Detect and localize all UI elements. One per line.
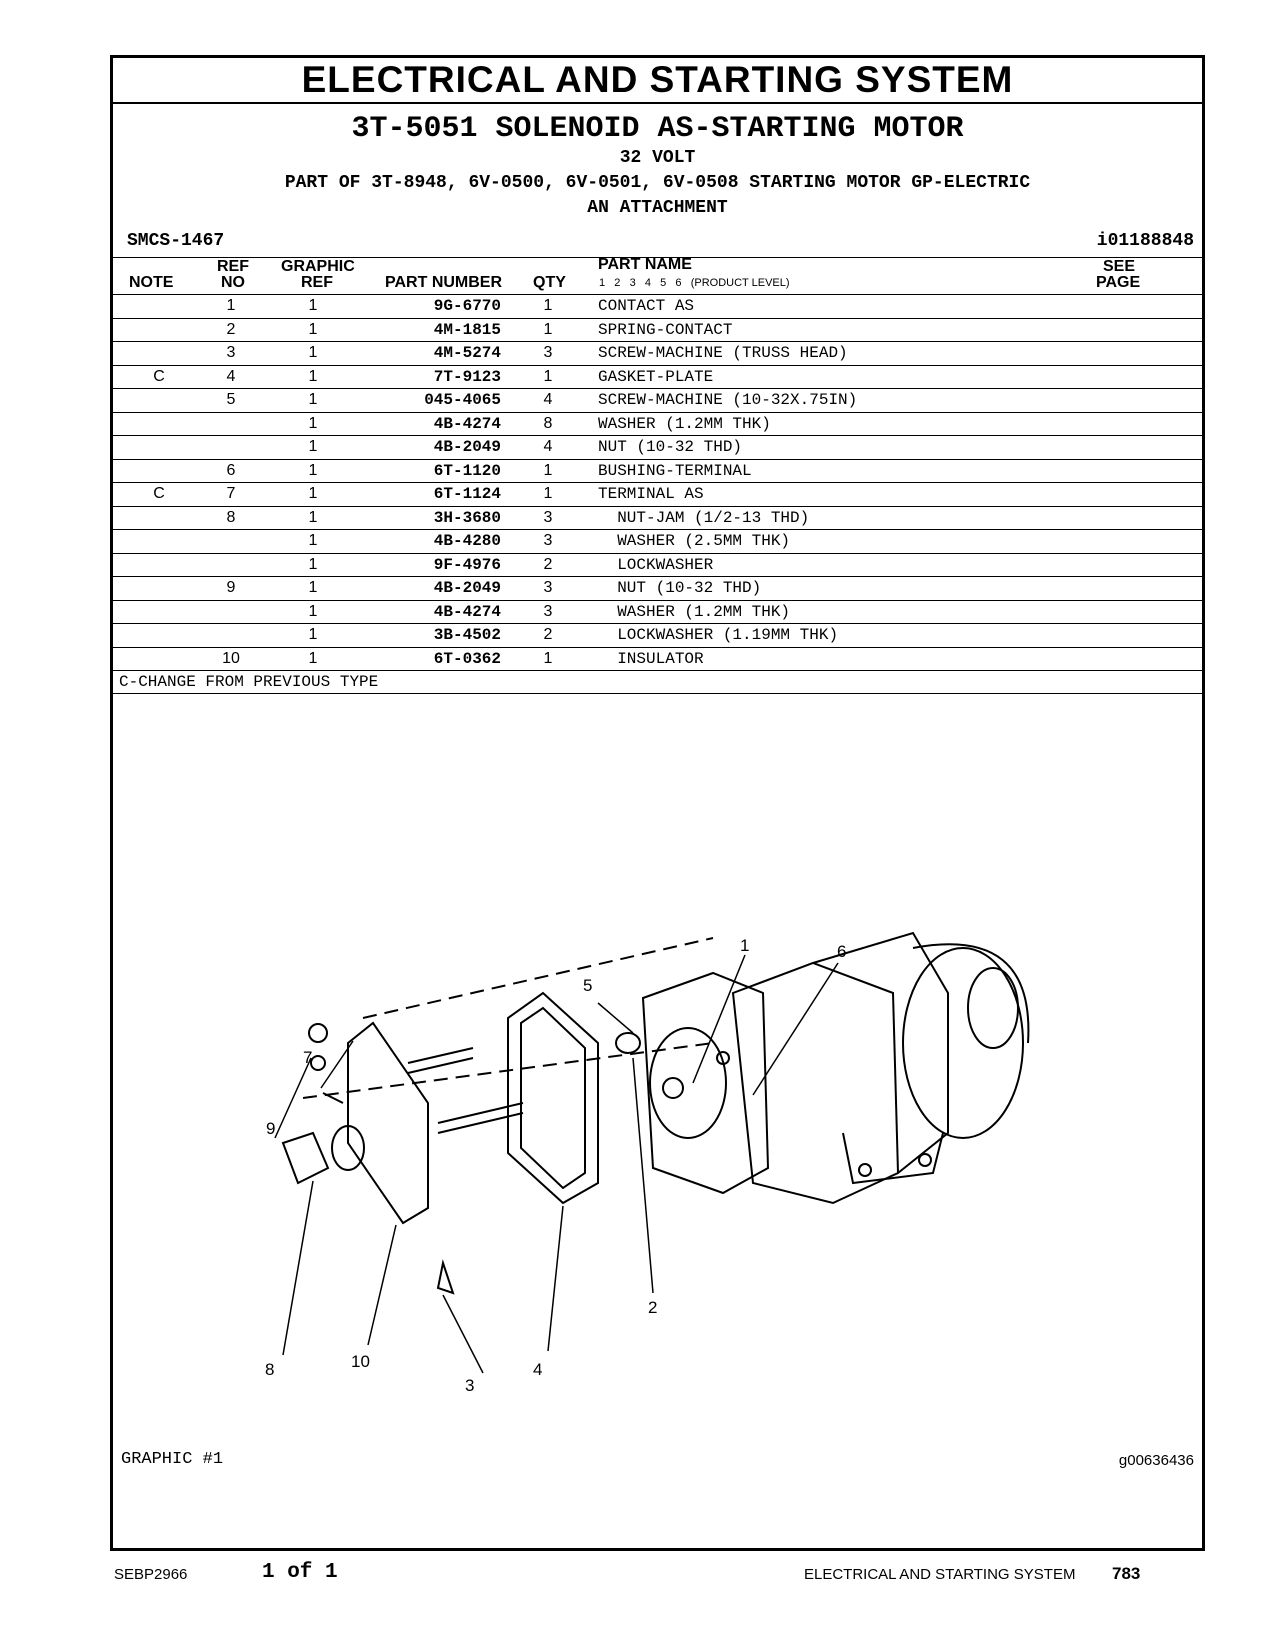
qty-cell: 2 (543, 555, 553, 573)
ref-cell: 8 (226, 508, 236, 526)
part-name-cell: LOCKWASHER (1.19MM THK) (598, 626, 839, 644)
table-row (113, 366, 1202, 390)
leader-3 (443, 1295, 483, 1373)
header-graphic-top: GRAPHIC (281, 258, 355, 275)
cylinder-end-cap (968, 968, 1018, 1048)
header-part-number: PART NUMBER (385, 274, 503, 291)
table-row (113, 413, 1202, 437)
part-number-cell: 4B-4274 (433, 602, 501, 621)
voltage-line: 32 VOLT (619, 148, 696, 168)
footer-page-of: 1 of 1 (262, 1561, 338, 1584)
qty-cell: 2 (543, 626, 553, 643)
graphic-ref-cell: 1 (308, 508, 318, 526)
callout-5: 5 (583, 976, 593, 995)
qty-cell: 1 (543, 649, 553, 667)
graphic-ref-cell: 1 (308, 579, 318, 596)
header-graphic-bottom: REF (301, 274, 333, 291)
footer-section: ELECTRICAL AND STARTING SYSTEM (804, 1566, 1076, 1583)
part-number-cell: 6T-1124 (433, 485, 501, 503)
leader-4 (548, 1206, 563, 1351)
leader-8 (283, 1181, 313, 1355)
nut-upper (309, 1024, 327, 1042)
washer-upper (311, 1056, 325, 1070)
note-cell: C (153, 367, 165, 385)
qty-cell: 1 (543, 297, 553, 314)
part-name-cell: GASKET-PLATE (598, 367, 714, 386)
truss-screw (438, 1263, 453, 1293)
part-name-cell: WASHER (1.2MM THK) (598, 602, 791, 621)
leader-5 (598, 1003, 633, 1033)
centerline-upper (363, 938, 713, 1018)
ref-cell: 9 (226, 579, 236, 596)
part-name-cell: INSULATOR (598, 649, 704, 668)
callout-4: 4 (533, 1360, 543, 1379)
header-note: NOTE (129, 274, 174, 291)
qty-cell: 1 (543, 461, 553, 479)
ref-cell: 7 (226, 485, 236, 502)
bracket-hole-left (859, 1164, 871, 1176)
graphic-ref-cell: 1 (308, 485, 318, 502)
graphic-label: GRAPHIC #1 (121, 1450, 224, 1469)
qty-cell: 4 (543, 438, 553, 455)
part-name-cell: WASHER (1.2MM THK) (598, 414, 771, 433)
part-name-cell: WASHER (2.5MM THK) (598, 532, 791, 550)
qty-cell: 3 (543, 602, 553, 620)
qty-cell: 8 (543, 414, 553, 432)
part-number-cell: 4M-1815 (433, 320, 501, 339)
exploded-view-graphic (113, 663, 1202, 1493)
part-number-cell: 4B-4274 (433, 414, 501, 433)
jam-nut (283, 1133, 328, 1183)
terminal-stud-lower (438, 1103, 523, 1133)
graphic-ref-cell: 1 (308, 602, 318, 620)
qty-cell: 3 (543, 344, 553, 361)
part-name-cell: CONTACT AS (598, 297, 695, 315)
header-product-levels: 1 2 3 4 5 6 (PRODUCT LEVEL) (599, 277, 790, 289)
solenoid-exploded-drawing (113, 663, 1202, 1493)
part-name-cell: BUSHING-TERMINAL (598, 461, 752, 480)
callout-3: 3 (465, 1376, 475, 1395)
part-number-cell: 4B-2049 (433, 579, 501, 597)
callout-8: 8 (265, 1360, 275, 1379)
ref-cell: 5 (226, 391, 236, 408)
callout-7: 7 (303, 1048, 313, 1067)
ref-cell: 1 (226, 297, 236, 314)
table-row (113, 483, 1202, 507)
part-number-cell: 4B-4280 (433, 532, 501, 550)
header-part-name: PART NAME (598, 256, 692, 273)
part-name-cell: LOCKWASHER (598, 555, 714, 574)
parts-table-header (113, 257, 1202, 295)
part-name-cell: NUT (10-32 THD) (598, 579, 762, 597)
leader-1 (693, 955, 745, 1083)
graphic-ref-cell: 1 (308, 391, 318, 408)
part-name-cell: TERMINAL AS (598, 485, 704, 503)
table-row (113, 554, 1202, 578)
qty-cell: 1 (543, 367, 553, 385)
contact-spring (616, 1033, 640, 1053)
callout-1: 1 (740, 936, 750, 955)
part-name-cell: SPRING-CONTACT (598, 320, 733, 339)
header-see-bottom: PAGE (1096, 274, 1141, 291)
assembly-title: 3T-5051 SOLENOID AS-STARTING MOTOR (351, 112, 964, 146)
graphic-ref-cell: 1 (308, 626, 318, 643)
part-number-cell: 3B-4502 (433, 626, 501, 644)
part-number-cell: 4B-2049 (433, 438, 501, 456)
graphic-id: g00636436 (1118, 1452, 1194, 1469)
footer-page-number: 783 (1112, 1564, 1141, 1583)
part-number-cell: 045-4065 (424, 391, 501, 409)
part-number-cell: 9G-6770 (433, 297, 501, 315)
table-row (113, 342, 1202, 366)
part-number-cell: 9F-4976 (433, 555, 501, 574)
table-row (113, 389, 1202, 413)
section-title: ELECTRICAL AND STARTING SYSTEM (113, 58, 1202, 104)
note-cell: C (153, 485, 165, 502)
table-row (113, 460, 1202, 484)
qty-cell: 1 (543, 320, 553, 338)
table-row (113, 530, 1202, 554)
terminal-plate (348, 1023, 428, 1223)
graphic-ref-cell: 1 (308, 649, 318, 667)
qty-cell: 3 (543, 579, 553, 596)
table-row (113, 577, 1202, 601)
header-ref-bottom: NO (221, 274, 245, 291)
bracket-hole-right (919, 1154, 931, 1166)
graphic-ref-cell: 1 (308, 532, 318, 549)
callout-10: 10 (351, 1352, 370, 1371)
table-row (113, 601, 1202, 625)
contact-center (663, 1078, 683, 1098)
part-number-cell: 6T-0362 (433, 649, 501, 668)
part-name-cell: NUT-JAM (1/2-13 THD) (598, 508, 810, 527)
part-number-cell: 4M-5274 (433, 344, 501, 362)
table-row (113, 295, 1202, 319)
ref-cell: 4 (226, 367, 236, 385)
part-name-cell: SCREW-MACHINE (10-32X.75IN) (598, 391, 858, 409)
graphic-ref-cell: 1 (308, 320, 318, 338)
document-id: i01188848 (1096, 231, 1194, 251)
contact-plate (643, 973, 768, 1193)
ref-cell: 10 (222, 649, 240, 667)
table-row (113, 319, 1202, 343)
table-row (113, 436, 1202, 460)
callout-9: 9 (266, 1119, 276, 1138)
callout-2: 2 (648, 1298, 658, 1317)
ref-cell: 6 (226, 461, 236, 479)
gasket-inner (521, 1008, 585, 1188)
callout-6: 6 (837, 942, 847, 961)
terminal-stud-upper (408, 1048, 473, 1073)
page-frame (110, 55, 1205, 1551)
contact-disc (650, 1028, 726, 1138)
leader-6 (753, 963, 838, 1095)
table-row (113, 507, 1202, 531)
smcs-code: SMCS-1467 (127, 231, 225, 251)
qty-cell: 3 (543, 508, 553, 526)
graphic-ref-cell: 1 (308, 555, 318, 573)
leader-10 (368, 1225, 396, 1345)
part-of-line: PART OF 3T-8948, 6V-0500, 6V-0501, 6V-0508 STARTING MOTOR GP-ELECTRIC (284, 173, 1031, 193)
header-see-top: SEE (1103, 258, 1136, 275)
footnote: C-CHANGE FROM PREVIOUS TYPE (113, 671, 1202, 694)
table-row (113, 624, 1202, 648)
part-number-cell: 7T-9123 (433, 367, 501, 386)
page-footer (0, 1558, 1275, 1598)
graphic-ref-cell: 1 (308, 438, 318, 455)
header-ref-top: REF (217, 258, 249, 275)
part-name-cell: SCREW-MACHINE (TRUSS HEAD) (598, 344, 848, 362)
graphic-ref-cell: 1 (308, 297, 318, 314)
part-number-cell: 6T-1120 (433, 461, 501, 480)
attachment-line: AN ATTACHMENT (587, 198, 728, 218)
graphic-ref-cell: 1 (308, 344, 318, 361)
ref-cell: 3 (226, 344, 236, 361)
id-row (113, 227, 1202, 257)
graphic-ref-cell: 1 (308, 414, 318, 432)
ref-cell: 2 (226, 320, 236, 338)
header-qty: QTY (533, 274, 566, 291)
qty-cell: 4 (543, 391, 553, 408)
graphic-ref-cell: 1 (308, 461, 318, 479)
qty-cell: 3 (543, 532, 553, 549)
qty-cell: 1 (543, 485, 553, 502)
footer-doc-number: SEBP2966 (114, 1566, 188, 1583)
part-name-cell: NUT (10-32 THD) (598, 438, 743, 456)
graphic-ref-cell: 1 (308, 367, 318, 385)
parts-table-body (113, 295, 1202, 671)
part-number-cell: 3H-3680 (433, 508, 501, 527)
